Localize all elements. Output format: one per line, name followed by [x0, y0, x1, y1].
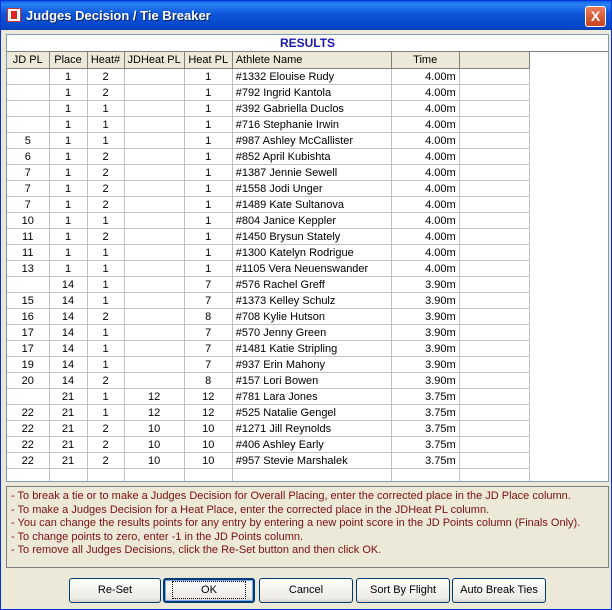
cell-heat-num: 1	[87, 261, 124, 277]
cell-place: 14	[49, 325, 87, 341]
cell-place: 1	[49, 213, 87, 229]
cell-athlete-name: #525 Natalie Gengel	[232, 405, 391, 421]
cell-place: 21	[49, 389, 87, 405]
table-row[interactable]	[7, 437, 529, 453]
cell-heat-num	[87, 469, 124, 483]
cell-time: 3.90m	[391, 325, 459, 341]
cell-jdheat-pl[interactable]	[124, 245, 184, 261]
cell-extra	[459, 357, 529, 373]
cell-place: 1	[49, 245, 87, 261]
table-row[interactable]	[7, 85, 529, 101]
cell-jdheat-pl[interactable]: 10	[124, 421, 184, 437]
cell-extra	[459, 213, 529, 229]
cell-heat-num: 1	[87, 213, 124, 229]
cell-heat-pl: 1	[184, 245, 232, 261]
cell-heat-num: 1	[87, 293, 124, 309]
cell-jdheat-pl[interactable]	[124, 69, 184, 85]
table-row[interactable]	[7, 181, 529, 197]
cell-place: 1	[49, 69, 87, 85]
cell-time: 3.90m	[391, 357, 459, 373]
cell-time: 4.00m	[391, 245, 459, 261]
cell-place: 21	[49, 421, 87, 437]
cell-heat-pl: 1	[184, 181, 232, 197]
cell-extra	[459, 85, 529, 101]
cell-heat-pl: 1	[184, 149, 232, 165]
cell-athlete-name: #1300 Katelyn Rodrigue	[232, 245, 391, 261]
cell-athlete-name	[232, 469, 391, 483]
cell-athlete-name: #852 April Kubishta	[232, 149, 391, 165]
cell-extra	[459, 197, 529, 213]
reset-button[interactable]: Re-Set	[69, 578, 161, 603]
cell-jd-pl[interactable]	[7, 389, 49, 405]
cell-extra	[459, 341, 529, 357]
col-header-heat-num[interactable]: Heat#	[87, 52, 124, 69]
cell-jdheat-pl[interactable]	[124, 373, 184, 389]
cell-extra	[459, 421, 529, 437]
cell-place: 1	[49, 261, 87, 277]
table-row[interactable]	[7, 293, 529, 309]
cell-heat-pl: 8	[184, 309, 232, 325]
cell-heat-num: 1	[87, 101, 124, 117]
col-header-place[interactable]: Place	[49, 52, 87, 69]
table-row[interactable]	[7, 357, 529, 373]
cell-heat-pl: 1	[184, 133, 232, 149]
cell-place: 21	[49, 453, 87, 469]
cell-extra	[459, 293, 529, 309]
cell-athlete-name: #957 Stevie Marshalek	[232, 453, 391, 469]
cell-athlete-name: #937 Erin Mahony	[232, 357, 391, 373]
cell-time: 4.00m	[391, 197, 459, 213]
cell-jdheat-pl[interactable]	[124, 357, 184, 373]
cell-heat-num: 2	[87, 373, 124, 389]
cell-jd-pl[interactable]: 17	[7, 341, 49, 357]
app-icon	[7, 8, 21, 22]
cell-jd-pl[interactable]: 6	[7, 149, 49, 165]
cell-place	[49, 469, 87, 483]
cell-place: 1	[49, 197, 87, 213]
cell-place: 1	[49, 181, 87, 197]
cell-extra	[459, 437, 529, 453]
cell-athlete-name: #1332 Elouise Rudy	[232, 69, 391, 85]
cell-jd-pl[interactable]: 13	[7, 261, 49, 277]
cell-heat-pl: 1	[184, 69, 232, 85]
window-title: Judges Decision / Tie Breaker	[26, 8, 211, 23]
close-button[interactable]: X	[585, 6, 606, 27]
ok-button[interactable]: OK	[163, 578, 255, 603]
cell-athlete-name: #406 Ashley Early	[232, 437, 391, 453]
cell-athlete-name: #1105 Vera Neuenswander	[232, 261, 391, 277]
results-title: RESULTS	[7, 35, 608, 52]
cell-jdheat-pl[interactable]	[124, 197, 184, 213]
cell-heat-pl: 1	[184, 261, 232, 277]
cell-heat-pl: 1	[184, 101, 232, 117]
table-row[interactable]	[7, 469, 529, 483]
cell-time: 3.75m	[391, 405, 459, 421]
cell-time: 3.90m	[391, 293, 459, 309]
cell-athlete-name: #804 Janice Keppler	[232, 213, 391, 229]
col-header-jdheat-pl[interactable]: JDHeat PL	[124, 52, 184, 69]
cell-extra	[459, 469, 529, 483]
cell-heat-num: 2	[87, 421, 124, 437]
cell-heat-num: 1	[87, 341, 124, 357]
cell-jdheat-pl[interactable]	[124, 117, 184, 133]
cell-athlete-name: #576 Rachel Greff	[232, 277, 391, 293]
cell-heat-num: 1	[87, 245, 124, 261]
instruction-line: - To break a tie or to make a Judges Decision for Overall Placing, enter the corrected place in the JD Place column.	[11, 490, 571, 502]
cell-time: 4.00m	[391, 149, 459, 165]
cell-jd-pl[interactable]: 22	[7, 453, 49, 469]
cell-place: 1	[49, 117, 87, 133]
cell-heat-num: 2	[87, 309, 124, 325]
cell-heat-pl: 1	[184, 117, 232, 133]
cell-time: 3.90m	[391, 309, 459, 325]
cell-place: 1	[49, 85, 87, 101]
cell-heat-num: 1	[87, 357, 124, 373]
cell-heat-num: 1	[87, 405, 124, 421]
table-row[interactable]	[7, 133, 529, 149]
cell-time: 4.00m	[391, 117, 459, 133]
cell-jd-pl[interactable]: 17	[7, 325, 49, 341]
cell-extra	[459, 245, 529, 261]
cancel-button[interactable]: Cancel	[259, 578, 353, 603]
cell-time: 4.00m	[391, 181, 459, 197]
cell-jd-pl[interactable]	[7, 117, 49, 133]
cell-time: 3.90m	[391, 277, 459, 293]
cell-time	[391, 469, 459, 483]
cell-jdheat-pl[interactable]	[124, 325, 184, 341]
cell-jdheat-pl[interactable]	[124, 341, 184, 357]
cell-time: 4.00m	[391, 101, 459, 117]
cell-place: 1	[49, 229, 87, 245]
col-header-jd-pl[interactable]: JD PL	[7, 52, 49, 69]
col-header-time[interactable]: Time	[391, 52, 459, 69]
cell-jdheat-pl[interactable]	[124, 469, 184, 483]
cell-extra	[459, 69, 529, 85]
cell-heat-pl: 1	[184, 229, 232, 245]
cell-heat-num: 2	[87, 437, 124, 453]
cell-athlete-name: #570 Jenny Green	[232, 325, 391, 341]
instruction-line: - To make a Judges Decision for a Heat Place, enter the corrected place in the JDHeat PL column.	[11, 503, 490, 516]
cell-jd-pl[interactable]	[7, 69, 49, 85]
cell-time: 3.75m	[391, 453, 459, 469]
col-header-extra[interactable]	[459, 52, 529, 69]
cell-heat-num: 2	[87, 453, 124, 469]
cell-heat-num: 1	[87, 277, 124, 293]
table-row[interactable]	[7, 261, 529, 277]
cell-time: 3.90m	[391, 341, 459, 357]
cell-jd-pl[interactable]: 19	[7, 357, 49, 373]
table-row[interactable]	[7, 405, 529, 421]
cell-athlete-name: #1450 Brysun Stately	[232, 229, 391, 245]
cell-place: 14	[49, 341, 87, 357]
cell-jdheat-pl[interactable]: 12	[124, 405, 184, 421]
cell-athlete-name: #716 Stephanie Irwin	[232, 117, 391, 133]
instruction-line: - To remove all Judges Decisions, click the Re-Set button and then click OK.	[11, 544, 382, 556]
cell-extra	[459, 101, 529, 117]
cell-heat-num: 2	[87, 165, 124, 181]
cell-time: 4.00m	[391, 165, 459, 181]
cell-jdheat-pl[interactable]	[124, 277, 184, 293]
cell-heat-num: 1	[87, 133, 124, 149]
cell-jd-pl[interactable]: 22	[7, 437, 49, 453]
cell-heat-num: 2	[87, 149, 124, 165]
results-table	[7, 52, 530, 482]
cell-athlete-name: #1373 Kelley Schulz	[232, 293, 391, 309]
cell-jdheat-pl[interactable]	[124, 85, 184, 101]
cell-jdheat-pl[interactable]: 10	[124, 453, 184, 469]
cell-extra	[459, 277, 529, 293]
cell-athlete-name: #1481 Katie Stripling	[232, 341, 391, 357]
cell-heat-pl	[184, 469, 232, 483]
cell-jd-pl[interactable]	[7, 101, 49, 117]
cell-extra	[459, 117, 529, 133]
instruction-line: - You can change the results points for any entry by entering a new point score in the JD Points column (Finals Only).	[11, 517, 581, 529]
cell-heat-pl: 1	[184, 165, 232, 181]
table-row[interactable]	[7, 149, 529, 165]
cell-jdheat-pl[interactable]	[124, 261, 184, 277]
cell-jdheat-pl[interactable]	[124, 181, 184, 197]
cell-jd-pl[interactable]: 7	[7, 165, 49, 181]
cell-jd-pl[interactable]: 20	[7, 373, 49, 389]
cell-athlete-name: #1271 Jill Reynolds	[232, 421, 391, 437]
cell-jdheat-pl[interactable]	[124, 133, 184, 149]
table-row[interactable]	[7, 101, 529, 117]
table-row[interactable]	[7, 277, 529, 293]
cell-time: 3.90m	[391, 373, 459, 389]
cell-jdheat-pl[interactable]	[124, 293, 184, 309]
table-row[interactable]	[7, 373, 529, 389]
cell-place: 1	[49, 165, 87, 181]
cell-jd-pl[interactable]: 11	[7, 245, 49, 261]
sort-by-flight-button[interactable]: Sort By Flight	[356, 578, 450, 603]
table-row[interactable]	[7, 165, 529, 181]
cell-heat-pl: 7	[184, 277, 232, 293]
cell-athlete-name: #708 Kylie Hutson	[232, 309, 391, 325]
cell-extra	[459, 405, 529, 421]
cell-place: 21	[49, 437, 87, 453]
table-row[interactable]	[7, 325, 529, 341]
cell-athlete-name: #157 Lori Bowen	[232, 373, 391, 389]
cell-athlete-name: #792 Ingrid Kantola	[232, 85, 391, 101]
table-row[interactable]	[7, 69, 529, 85]
cell-jdheat-pl[interactable]	[124, 213, 184, 229]
cell-extra	[459, 133, 529, 149]
cell-time: 4.00m	[391, 213, 459, 229]
cell-jd-pl[interactable]: 22	[7, 405, 49, 421]
cell-jd-pl[interactable]: 22	[7, 421, 49, 437]
cell-heat-num: 2	[87, 181, 124, 197]
cell-time: 4.00m	[391, 229, 459, 245]
cell-athlete-name: #392 Gabriella Duclos	[232, 101, 391, 117]
cell-jdheat-pl[interactable]	[124, 309, 184, 325]
cell-jd-pl[interactable]: 10	[7, 213, 49, 229]
table-row[interactable]	[7, 389, 529, 405]
cell-place: 14	[49, 357, 87, 373]
cell-time: 4.00m	[391, 69, 459, 85]
cell-heat-num: 2	[87, 229, 124, 245]
cell-jd-pl[interactable]: 11	[7, 229, 49, 245]
cell-extra	[459, 181, 529, 197]
cell-place: 1	[49, 133, 87, 149]
cell-heat-pl: 7	[184, 293, 232, 309]
instructions-panel	[6, 486, 609, 568]
cell-heat-pl: 1	[184, 213, 232, 229]
cell-place: 14	[49, 309, 87, 325]
cell-time: 3.75m	[391, 437, 459, 453]
cell-athlete-name: #987 Ashley McCallister	[232, 133, 391, 149]
table-row[interactable]	[7, 453, 529, 469]
header-row	[7, 52, 529, 69]
cell-heat-num: 1	[87, 389, 124, 405]
cell-heat-num: 2	[87, 197, 124, 213]
cell-athlete-name: #1489 Kate Sultanova	[232, 197, 391, 213]
cell-jd-pl[interactable]: 15	[7, 293, 49, 309]
cell-jd-pl[interactable]	[7, 469, 49, 483]
table-row[interactable]	[7, 117, 529, 133]
table-row[interactable]	[7, 197, 529, 213]
cell-heat-pl: 1	[184, 85, 232, 101]
cell-jdheat-pl[interactable]	[124, 165, 184, 181]
button-bar	[1, 575, 611, 609]
cell-jd-pl[interactable]: 7	[7, 181, 49, 197]
cell-heat-pl: 7	[184, 357, 232, 373]
cell-extra	[459, 453, 529, 469]
cell-place: 1	[49, 101, 87, 117]
cell-jd-pl[interactable]	[7, 85, 49, 101]
table-row[interactable]	[7, 309, 529, 325]
cell-place: 14	[49, 373, 87, 389]
cell-time: 4.00m	[391, 85, 459, 101]
cell-heat-pl: 10	[184, 437, 232, 453]
cell-jdheat-pl[interactable]	[124, 229, 184, 245]
cell-time: 3.75m	[391, 421, 459, 437]
cell-extra	[459, 325, 529, 341]
col-header-heat-pl[interactable]: Heat PL	[184, 52, 232, 69]
table-row[interactable]	[7, 245, 529, 261]
cell-time: 3.75m	[391, 389, 459, 405]
col-header-athlete-name[interactable]: Athlete Name	[232, 52, 391, 69]
results-grid[interactable]	[6, 34, 609, 482]
cell-heat-pl: 8	[184, 373, 232, 389]
cell-athlete-name: #781 Lara Jones	[232, 389, 391, 405]
cell-heat-pl: 7	[184, 325, 232, 341]
cell-heat-pl: 1	[184, 197, 232, 213]
cell-jdheat-pl[interactable]: 10	[124, 437, 184, 453]
cell-heat-num: 1	[87, 117, 124, 133]
cell-jdheat-pl[interactable]: 12	[124, 389, 184, 405]
cell-heat-pl: 10	[184, 453, 232, 469]
cell-jd-pl[interactable]: 5	[7, 133, 49, 149]
table-row[interactable]	[7, 213, 529, 229]
cell-extra	[459, 373, 529, 389]
cell-place: 1	[49, 149, 87, 165]
cell-heat-pl: 10	[184, 421, 232, 437]
cell-extra	[459, 149, 529, 165]
grid-body	[7, 69, 529, 483]
cell-heat-pl: 7	[184, 341, 232, 357]
cell-heat-pl: 12	[184, 405, 232, 421]
instruction-line: - To change points to zero, enter -1 in the JD Points column.	[11, 530, 304, 543]
cell-jdheat-pl[interactable]	[124, 149, 184, 165]
cell-heat-num: 2	[87, 69, 124, 85]
cell-place: 21	[49, 405, 87, 421]
cell-place: 14	[49, 293, 87, 309]
cell-extra	[459, 165, 529, 181]
cell-extra	[459, 389, 529, 405]
table-row[interactable]	[7, 421, 529, 437]
table-row[interactable]	[7, 229, 529, 245]
cell-time: 4.00m	[391, 133, 459, 149]
cell-athlete-name: #1558 Jodi Unger	[232, 181, 391, 197]
cell-athlete-name: #1387 Jennie Sewell	[232, 165, 391, 181]
title-bar[interactable]	[1, 1, 611, 30]
cell-place: 14	[49, 277, 87, 293]
cell-extra	[459, 229, 529, 245]
cell-extra	[459, 309, 529, 325]
cell-heat-num: 1	[87, 325, 124, 341]
table-row[interactable]	[7, 341, 529, 357]
cell-heat-num: 2	[87, 85, 124, 101]
cell-jdheat-pl[interactable]	[124, 101, 184, 117]
cell-jd-pl[interactable]: 16	[7, 309, 49, 325]
cell-jd-pl[interactable]	[7, 277, 49, 293]
cell-jd-pl[interactable]: 7	[7, 197, 49, 213]
cell-heat-pl: 12	[184, 389, 232, 405]
cell-time: 4.00m	[391, 261, 459, 277]
cell-extra	[459, 261, 529, 277]
auto-break-ties-button[interactable]: Auto Break Ties	[452, 578, 546, 603]
